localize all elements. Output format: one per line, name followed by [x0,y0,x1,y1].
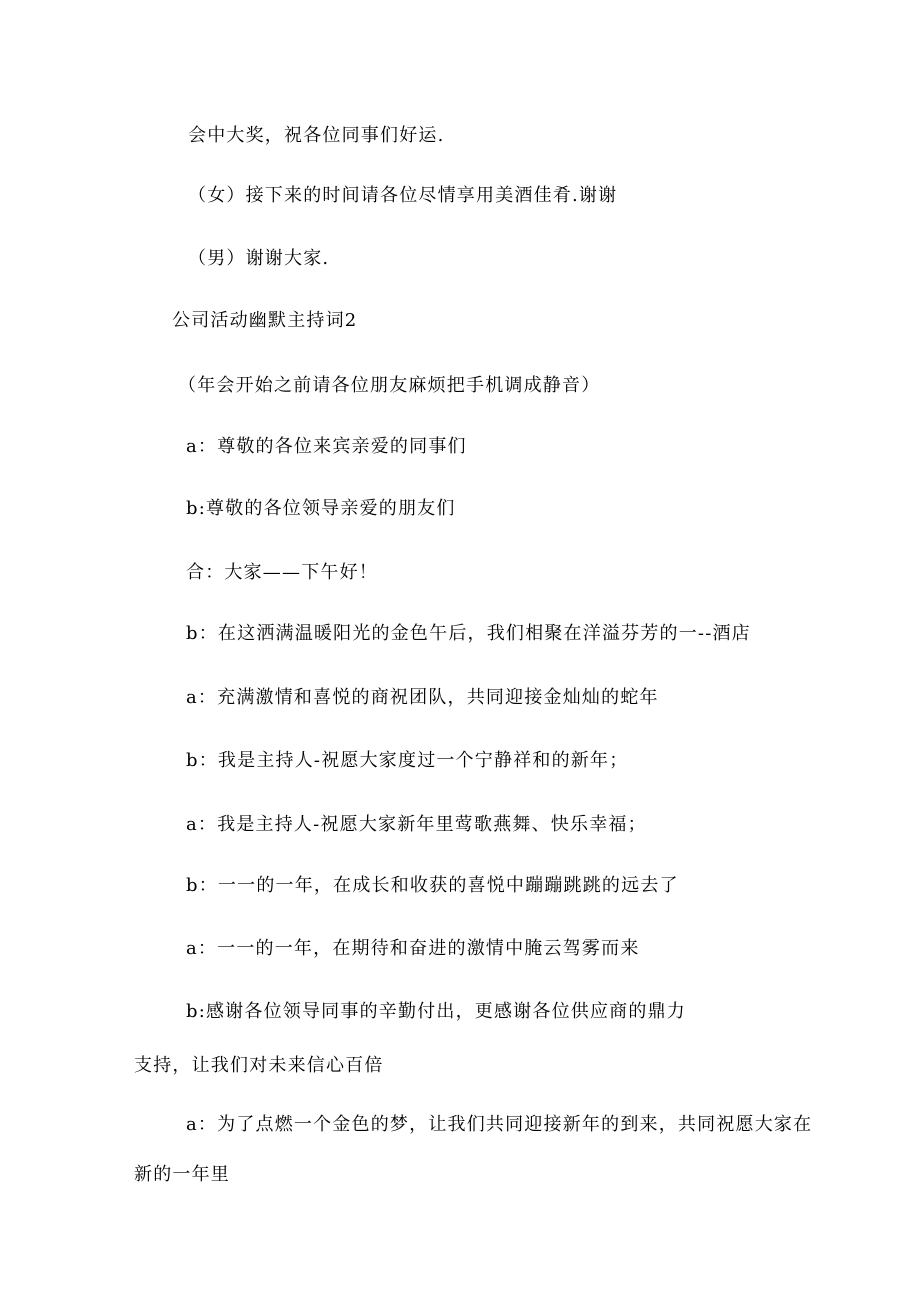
text-line: b:感谢各位领导同事的辛勤付出，更感谢各位供应商的鼎力 [186,1001,686,1022]
text-line: a：充满激情和喜悦的商祝团队，共同迎接金灿灿的蛇年 [186,687,659,708]
text-line: b:尊敬的各位领导亲爱的朋友们 [186,498,456,519]
text-line: a：为了点燃一个金色的梦，让我们共同迎接新年的到来，共同祝愿大家在 [186,1114,813,1135]
text-line: a：一一的一年，在期待和奋进的激情中腌云驾雾而来 [186,938,640,959]
section-heading: 公司活动幽默主持词2 [172,310,358,331]
text-line: （年会开始之前请各位朋友麻烦把手机调成静音） [178,375,601,396]
text-line: 新的一年里 [134,1164,230,1185]
text-line: （女）接下来的时间请各位尽情享用美酒佳肴.谢谢 [188,185,618,206]
text-line: 会中大奖，祝各位同事们好运. [188,125,445,146]
text-line: b：一一的一年，在成长和收获的喜悦中蹦蹦跳跳的远去了 [186,875,679,896]
text-line: b：在这洒满温暖阳光的金色午后，我们相聚在洋溢芬芳的一--酒店 [186,623,751,644]
text-line: （男）谢谢大家. [188,248,330,269]
text-line: b：我是主持人-祝愿大家度过一个宁静祥和的新年； [186,750,629,771]
text-line: a：我是主持人-祝愿大家新年里莺歌燕舞、快乐幸福； [186,814,647,835]
text-line: 支持，让我们对未来信心百倍 [134,1055,384,1076]
text-line: a：尊敬的各位来宾亲爱的同事们 [186,436,467,457]
text-line: 合：大家——下午好！ [186,562,378,583]
